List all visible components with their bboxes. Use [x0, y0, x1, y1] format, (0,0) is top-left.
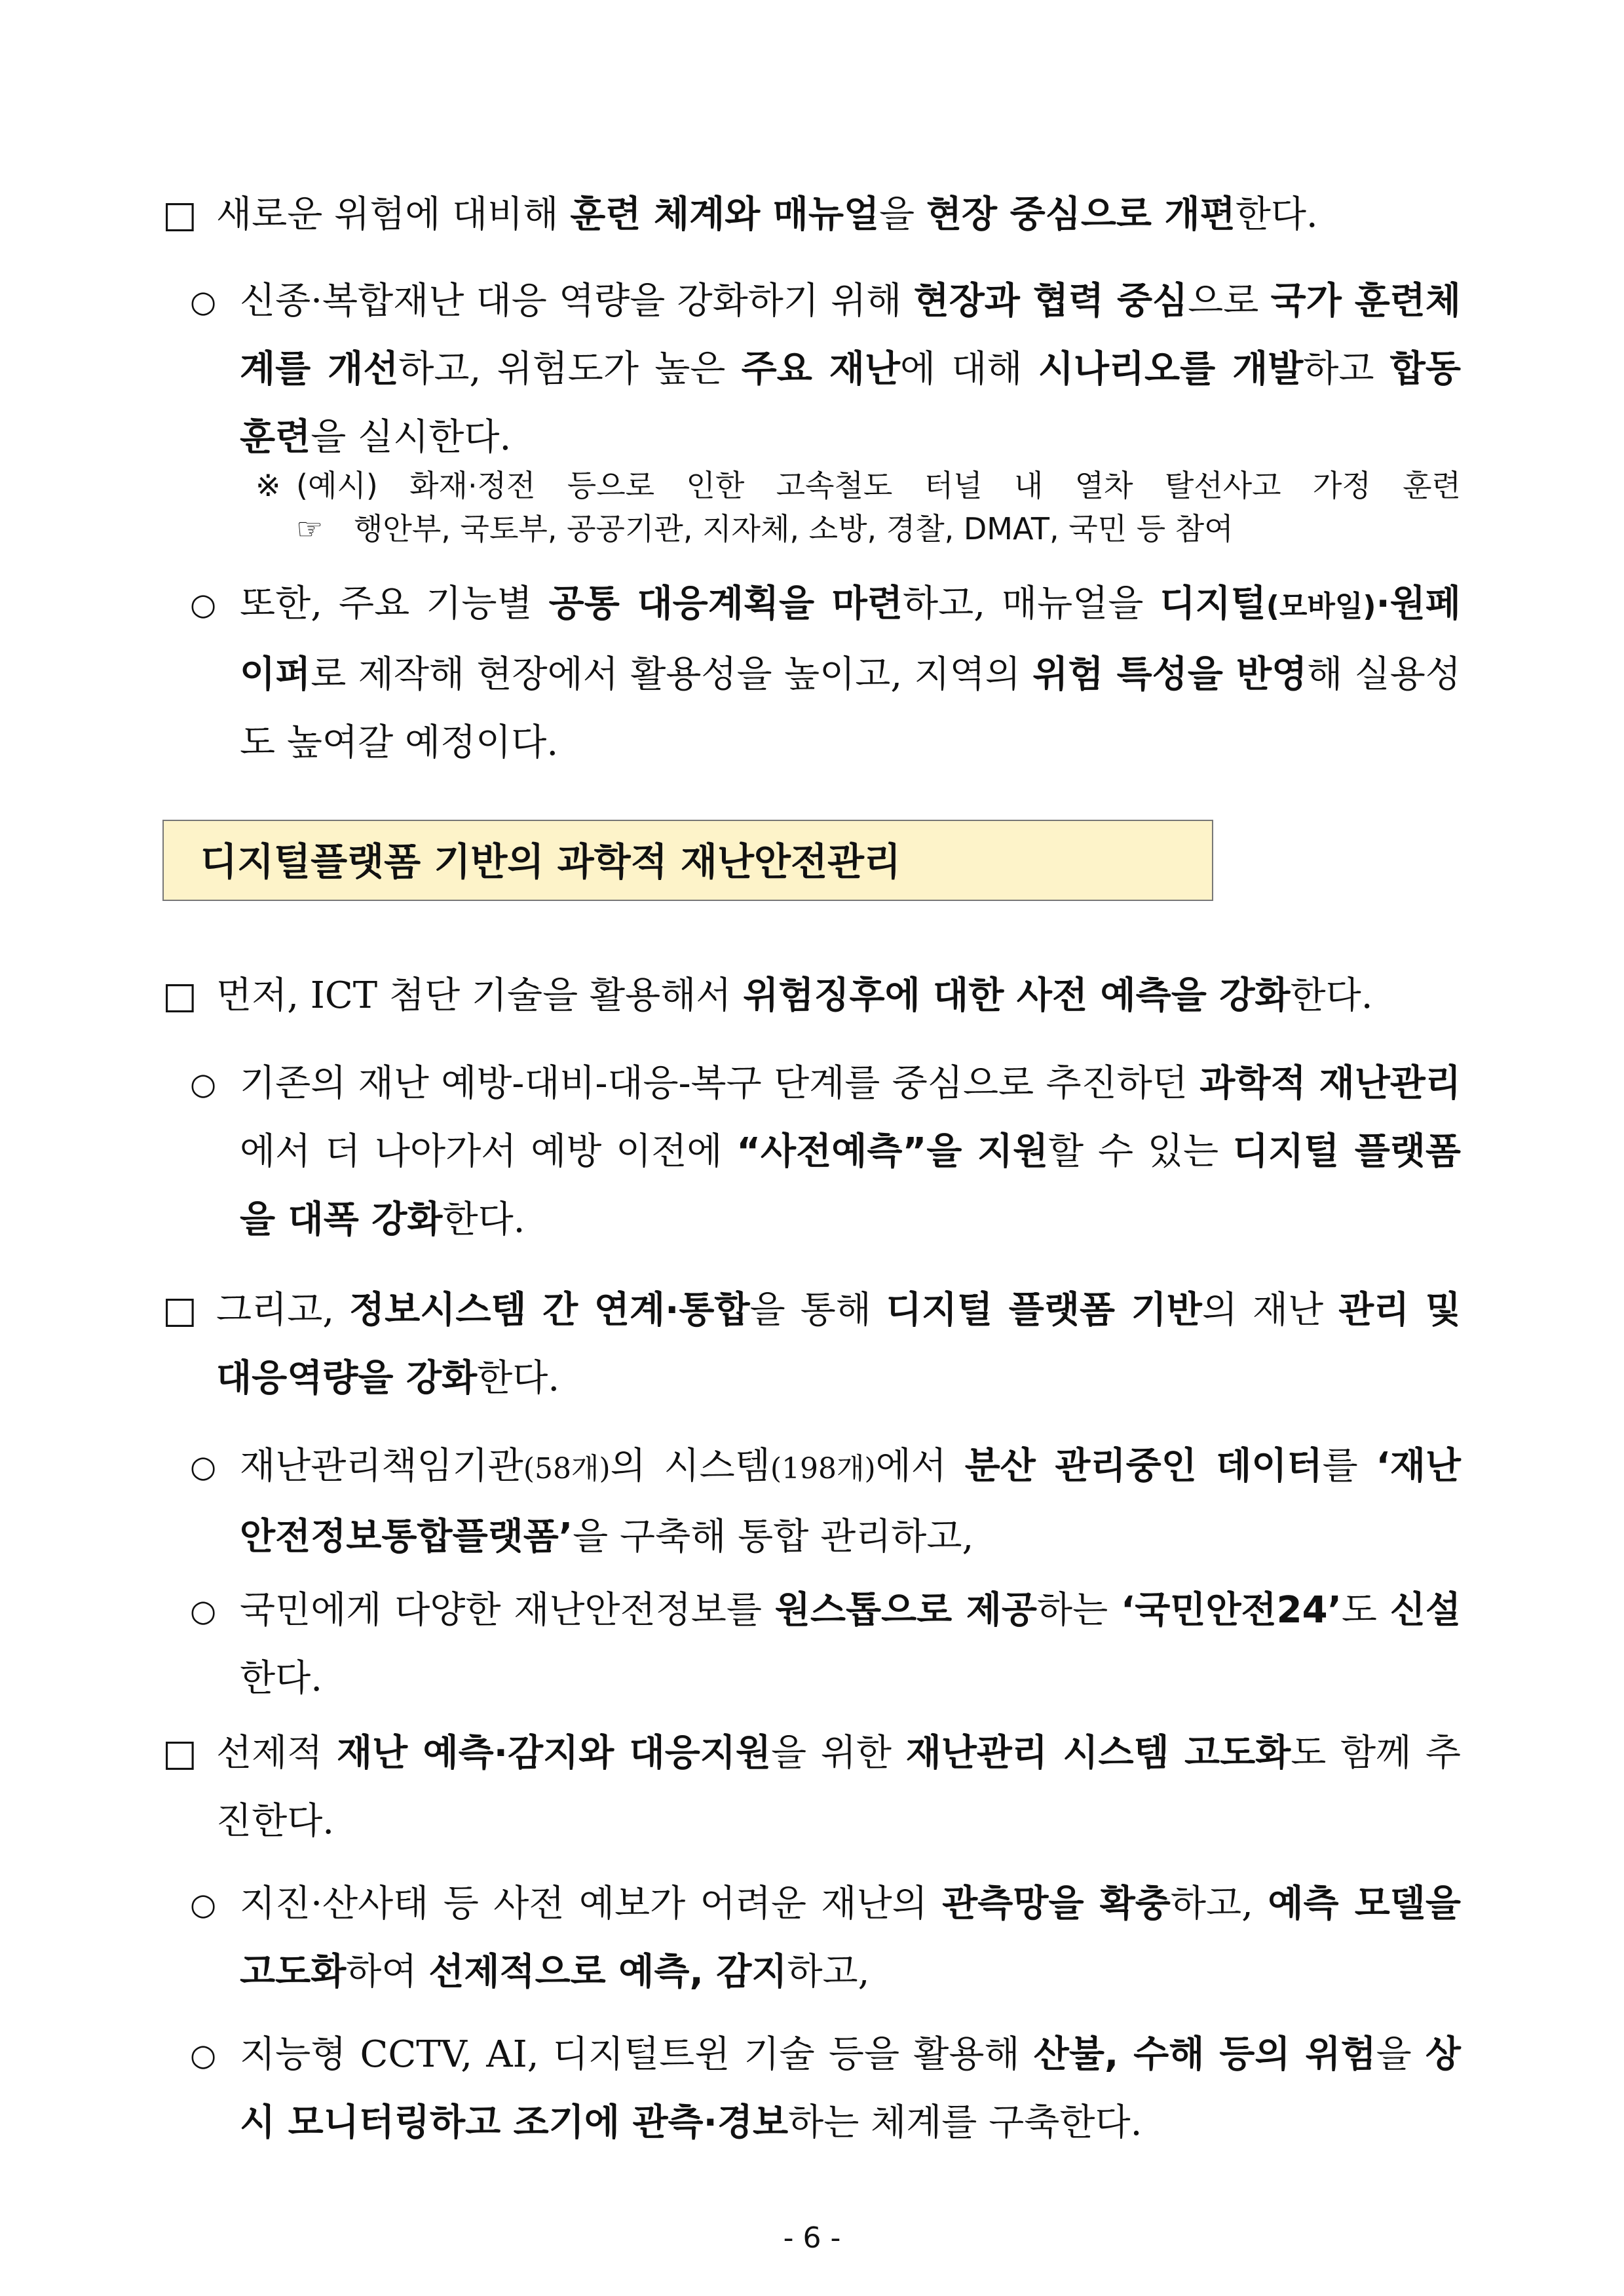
hand-pointer-icon: ☞ [296, 511, 324, 546]
section-title: 디지털플랫폼 기반의 과학적 재난안전관리 [200, 839, 901, 884]
paragraph-training-reform: 새로운 위험에 대비해 훈련 체계와 매뉴얼을 현장 중심으로 개편한다. [216, 193, 1318, 236]
circle-bullet: ○ [190, 586, 217, 622]
paragraph-observation-network: 지진·산사태 등 사전 예보가 어려운 재난의 관측망을 확충하고, 예측 모델을 고도화하여 선제적으로 예측, 감지하고, [240, 1883, 1461, 1993]
circle-bullet: ○ [190, 1449, 217, 1484]
paragraph-monitoring: 지능형 CCTV, AI, 디지털트윈 기술 등을 활용해 산불, 수해 등의 위험을 상시 모니터링하고 조기에 관측·경보하는 체계를 구축한다. [240, 2033, 1461, 2144]
square-bullet: □ [162, 1289, 197, 1331]
square-bullet: □ [162, 1732, 197, 1774]
circle-bullet: ○ [190, 1066, 217, 1101]
paragraph-digital-platform: 기존의 재난 예방-대비-대응-복구 단계를 중심으로 추진하던 과학적 재난관리에서 더 나아가서 예방 이전에 “사전예측”을 지원할 수 있는 디지털 플랫폼을 대폭 강화한다. [240, 1062, 1461, 1241]
paragraph-citizen-safety-24: 국민에게 다양한 재난안전정보를 원스톱으로 제공하는 ‘국민안전24’도 신설한다. [240, 1589, 1461, 1700]
paragraph-integrated-platform: 재난관리책임기관(58개)의 시스템(198개)에서 분산 관리중인 데이터를 ‘재난안전정보통합플랫폼’을 구축해 통합 관리하고, [240, 1445, 1462, 1558]
paragraph-system-upgrade: 선제적 재난 예측·감지와 대응지원을 위한 재난관리 시스템 고도화도 함께 추진한다. [216, 1732, 1461, 1843]
note-participants: 행안부, 국토부, 공공기관, 지자체, 소방, 경찰, DMAT, 국민 등 참여 [354, 511, 1234, 546]
circle-bullet: ○ [190, 2037, 217, 2073]
page-number: - 6 - [783, 2221, 841, 2255]
paragraph-ict-prediction: 먼저, ICT 첨단 기술을 활용해서 위험징후에 대한 사전 예측을 강화한다. [216, 974, 1373, 1017]
square-bullet: □ [162, 193, 197, 236]
section-banner [162, 820, 1213, 901]
paragraph-manual-digital: 또한, 주요 기능별 공통 대응계획을 마련하고, 매뉴얼을 디지털(모바일)·원페이퍼로 제작해 현장에서 활용성을 높이고, 지역의 위험 특성을 반영해 실용성도 높여갈 예정이다. [240, 583, 1461, 764]
note-example: (예시) 화재·정전 등으로 인한 고속철도 터널 내 열차 탈선사고 가정 훈련 [296, 468, 1461, 503]
paragraph-national-training: 신종·복합재난 대응 역량을 강화하기 위해 현장과 협력 중심으로 국가 훈련체계를 개선하고, 위험도가 높은 주요 재난에 대해 시나리오를 개발하고 합동 훈련을 실시한다. [240, 280, 1462, 459]
circle-bullet: ○ [190, 1886, 217, 1922]
circle-bullet: ○ [190, 1593, 217, 1628]
square-bullet: □ [162, 974, 197, 1017]
note-mark: ※ [255, 468, 281, 503]
paragraph-system-integration: 그리고, 정보시스템 간 연계·통합을 통해 디지털 플랫폼 기반의 재난 관리 및 대응역량을 강화한다. [216, 1289, 1462, 1400]
circle-bullet: ○ [190, 284, 217, 319]
